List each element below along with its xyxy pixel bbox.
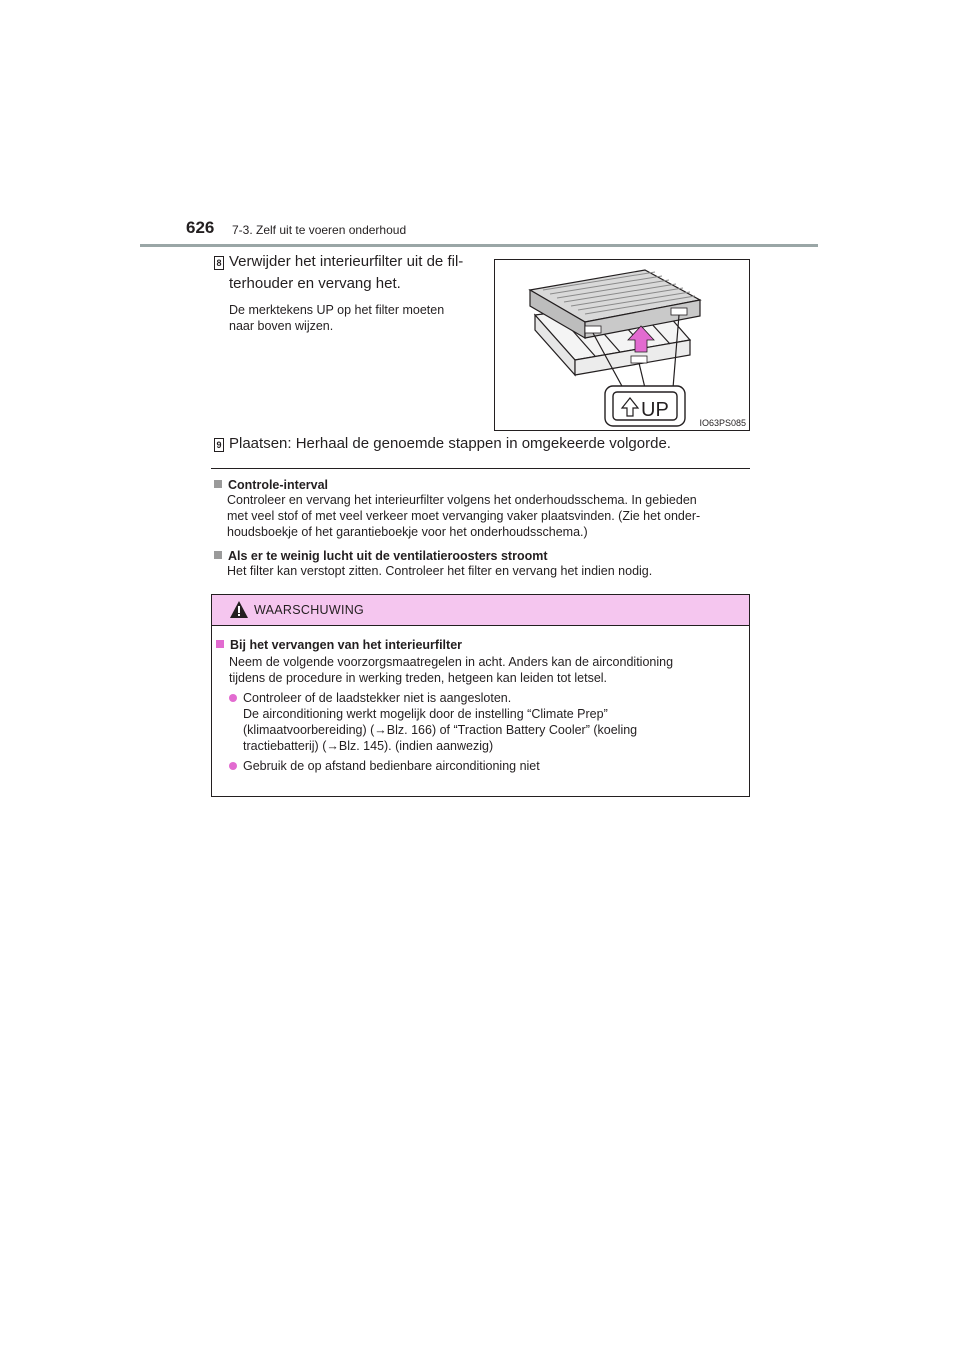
note-controle-interval [214, 478, 750, 540]
note-heading [214, 478, 750, 492]
warning-heading-text: Bij het vervangen van het interieurfilter [230, 638, 463, 652]
warning-line: Neem de volgende voorzorgsmaatregelen in acht. Anders kan de airconditioning [229, 655, 674, 669]
warning-box [211, 594, 750, 797]
warning-item-2 [229, 758, 745, 774]
warning-intro [229, 654, 743, 686]
figure-code: IO63PS085 [699, 418, 746, 428]
warning-item-1 [229, 690, 745, 754]
warning-line: De airconditioning werkt mogelijk door de instelling “Climate Prep” [243, 707, 608, 721]
warning-line: Gebruik de op afstand bedienbare airconditioning niet [243, 759, 540, 773]
header-rule [140, 244, 818, 247]
round-bullet-icon [229, 762, 237, 770]
note-heading-text: Als er te weinig lucht uit de ventilatieroosters stroomt [228, 549, 548, 563]
step-8-note-line1: De merktekens UP op het filter moeten [229, 303, 445, 317]
step-8-note-line2: naar boven wijzen. [229, 319, 334, 333]
filter-replacement-diagram [495, 260, 749, 430]
page-number: 626 [186, 218, 215, 237]
filter-illustration [494, 259, 750, 431]
note-heading [214, 549, 750, 563]
note-weinig-lucht [214, 549, 750, 579]
square-bullet-icon [216, 640, 224, 648]
warning-line: tractiebatterij) (→Blz. 145). (indien aanwezig) [243, 739, 494, 753]
note-body [227, 563, 750, 579]
step-8-line2: terhouder en vervang het. [229, 275, 401, 292]
warning-triangle-icon [229, 600, 249, 619]
warning-content [212, 626, 749, 774]
section-divider [211, 468, 750, 469]
note-line: met veel stof of met veel verkeer moet vervanging vaker plaatsvinden. (Zie het onder- [227, 509, 701, 523]
note-body [227, 492, 750, 540]
warning-header [212, 595, 749, 626]
square-bullet-icon [214, 551, 222, 559]
step-8-badge: 8 [214, 256, 224, 270]
square-bullet-icon [214, 480, 222, 488]
warning-line: tijdens de procedure in werking treden, hetgeen kan leiden tot letsel. [229, 671, 608, 685]
step-8-text [229, 251, 491, 295]
note-line: houdsboekje of het garantieboekje voor het onderhoudsschema.) [227, 525, 588, 539]
round-bullet-icon [229, 694, 237, 702]
warning-heading [216, 638, 745, 652]
section-title: 7-3. Zelf uit te voeren onderhoud [232, 223, 407, 237]
warning-line: Controleer of de laadstekker niet is aangesloten. [243, 691, 512, 705]
step-9-text: Plaatsen: Herhaal de genoemde stappen in omgekeerde volgorde. [229, 435, 671, 452]
note-line: Controleer en vervang het interieurfilter volgens het onderhoudsschema. In gebieden [227, 493, 697, 507]
note-heading-text: Controle-interval [228, 478, 329, 492]
step-8-line1: Verwijder het interieurfilter uit de fil- [229, 253, 464, 270]
warning-title: WAARSCHUWING [254, 603, 365, 617]
up-callout-label: UP [641, 399, 669, 421]
warning-line: (klimaatvoorbereiding) (→Blz. 166) of “Traction Battery Cooler” (koeling [243, 723, 638, 737]
note-line: Het filter kan verstopt zitten. Controleer het filter en vervang het indien nodig. [227, 564, 653, 578]
step-9-badge: 9 [214, 438, 224, 452]
step-8-note [229, 302, 491, 334]
